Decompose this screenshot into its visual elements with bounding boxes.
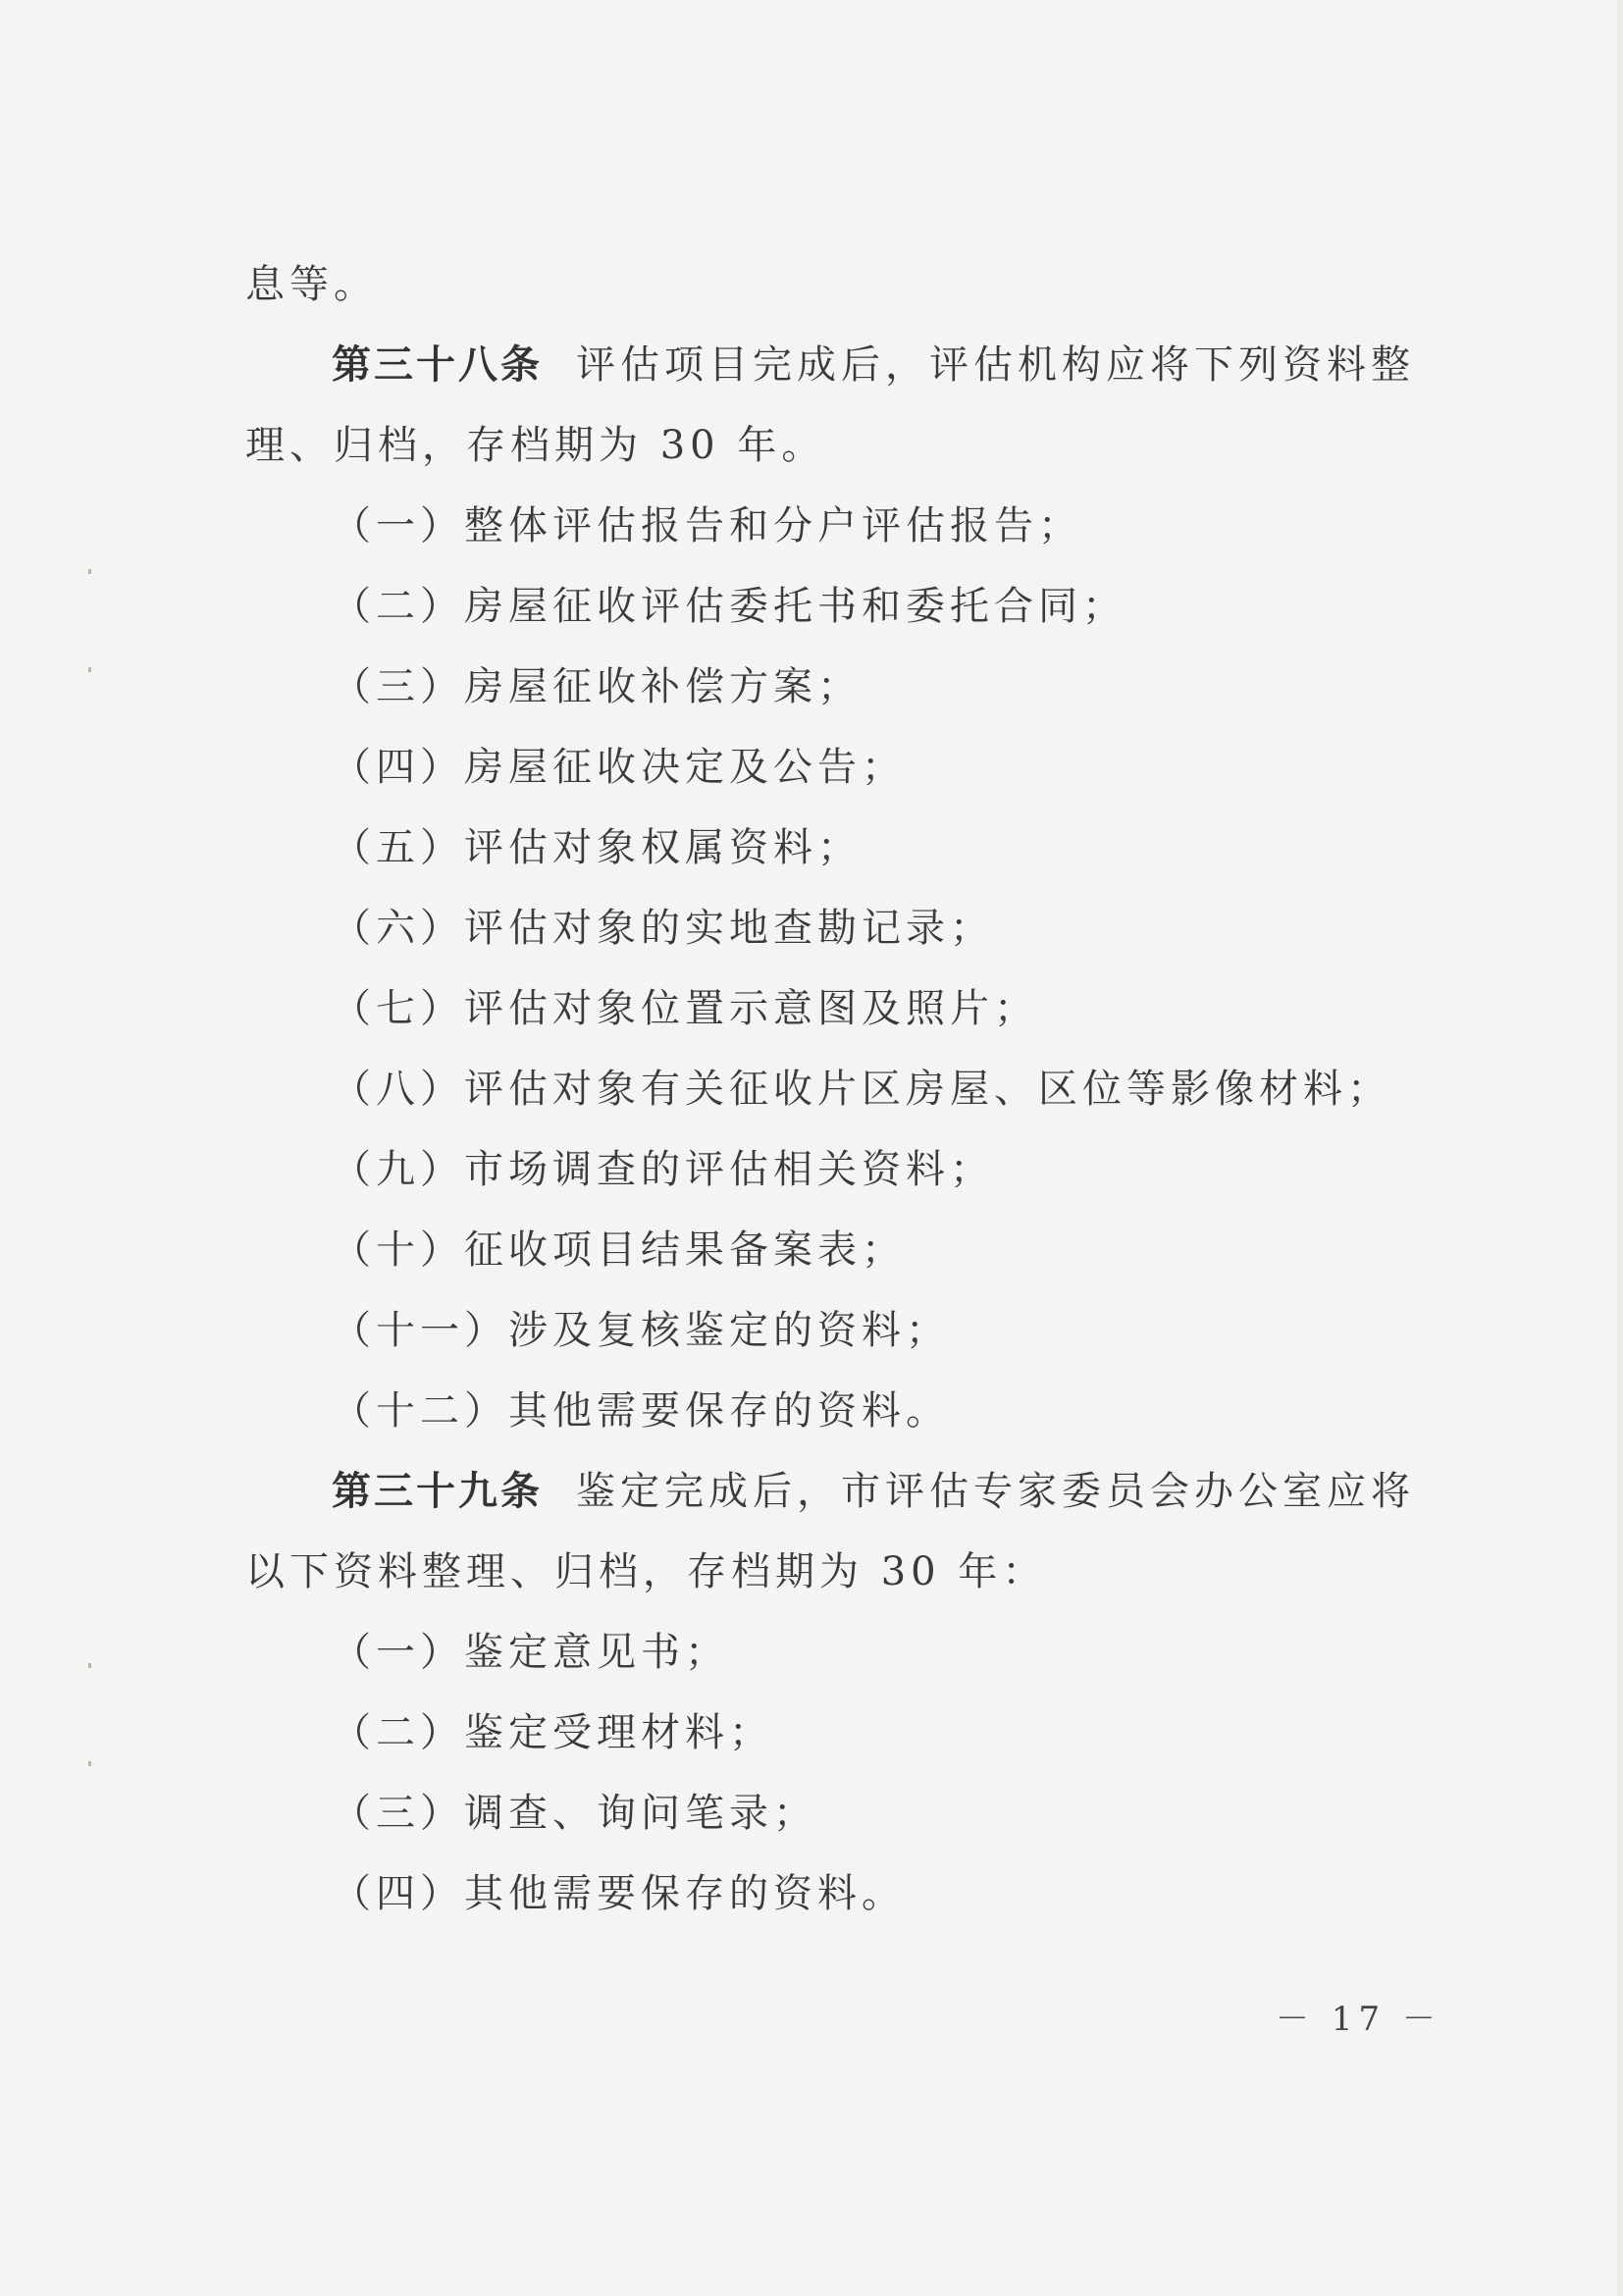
scan-speck — [88, 667, 91, 672]
list-item-text: （一）鉴定意见书； — [332, 1630, 729, 1675]
list-item-text: （七）评估对象位置示意图及照片； — [332, 986, 1038, 1031]
list-item — [332, 659, 862, 714]
list-item-text: （四）房屋征收决定及公告； — [332, 745, 906, 790]
list-item-text: （十二）其他需要保存的资料。 — [332, 1388, 950, 1434]
line-text: 息等。 — [245, 262, 378, 307]
list-item — [332, 820, 862, 875]
article-38-title: 第三十八条 — [332, 342, 543, 388]
list-item — [332, 740, 906, 795]
scan-speck — [88, 569, 91, 574]
scan-edge — [1617, 0, 1623, 2296]
article-38-text: 评估项目完成后，评估机构应将下列资料整 — [576, 342, 1415, 388]
list-item — [332, 1625, 729, 1680]
scan-speck — [88, 1761, 91, 1766]
list-item-text: （二）鉴定受理材料； — [332, 1710, 773, 1755]
list-item — [332, 498, 1082, 553]
list-item — [332, 1383, 950, 1438]
list-item — [332, 1062, 1391, 1117]
list-item-text: （五）评估对象权属资料； — [332, 825, 862, 870]
list-item — [332, 1866, 906, 1921]
list-item-text: （四）其他需要保存的资料。 — [332, 1871, 906, 1916]
scan-speck — [88, 1663, 91, 1668]
list-item — [332, 901, 994, 956]
article-38-continuation — [245, 418, 825, 473]
list-item-text: （二）房屋征收评估委托书和委托合同； — [332, 584, 1126, 629]
list-item-text: （一）整体评估报告和分户评估报告； — [332, 503, 1082, 548]
list-item-text: （六）评估对象的实地查勘记录； — [332, 906, 994, 951]
article-39-continuation — [245, 1544, 1046, 1599]
list-item-text: （十一）涉及复核鉴定的资料； — [332, 1308, 950, 1353]
article-39-title: 第三十九条 — [332, 1469, 543, 1514]
list-item — [332, 981, 1038, 1036]
list-item-text: （十）征收项目结果备案表； — [332, 1227, 906, 1273]
paragraph-continuation — [245, 257, 378, 312]
article-39-text: 鉴定完成后，市评估专家委员会办公室应将 — [576, 1469, 1415, 1514]
line-text: 以下资料整理、归档，存档期为 30 年： — [245, 1549, 1047, 1594]
article-38-heading-line — [332, 338, 1415, 392]
list-item — [332, 1705, 773, 1760]
list-item-text: （八）评估对象有关征收片区房屋、区位等影像材料； — [332, 1067, 1391, 1112]
list-item-text: （九）市场调查的评估相关资料； — [332, 1147, 994, 1192]
page-number: － 17 － — [1276, 2000, 1441, 2039]
list-item — [332, 579, 1126, 634]
article-39-heading-line — [332, 1464, 1415, 1519]
list-item — [332, 1142, 994, 1197]
line-text: 理、归档，存档期为 30 年。 — [245, 423, 826, 468]
list-item-text: （三）调查、询问笔录； — [332, 1791, 817, 1836]
list-item-text: （三）房屋征收补偿方案； — [332, 664, 862, 709]
list-item — [332, 1786, 817, 1841]
list-item — [332, 1223, 906, 1278]
list-item — [332, 1303, 950, 1358]
